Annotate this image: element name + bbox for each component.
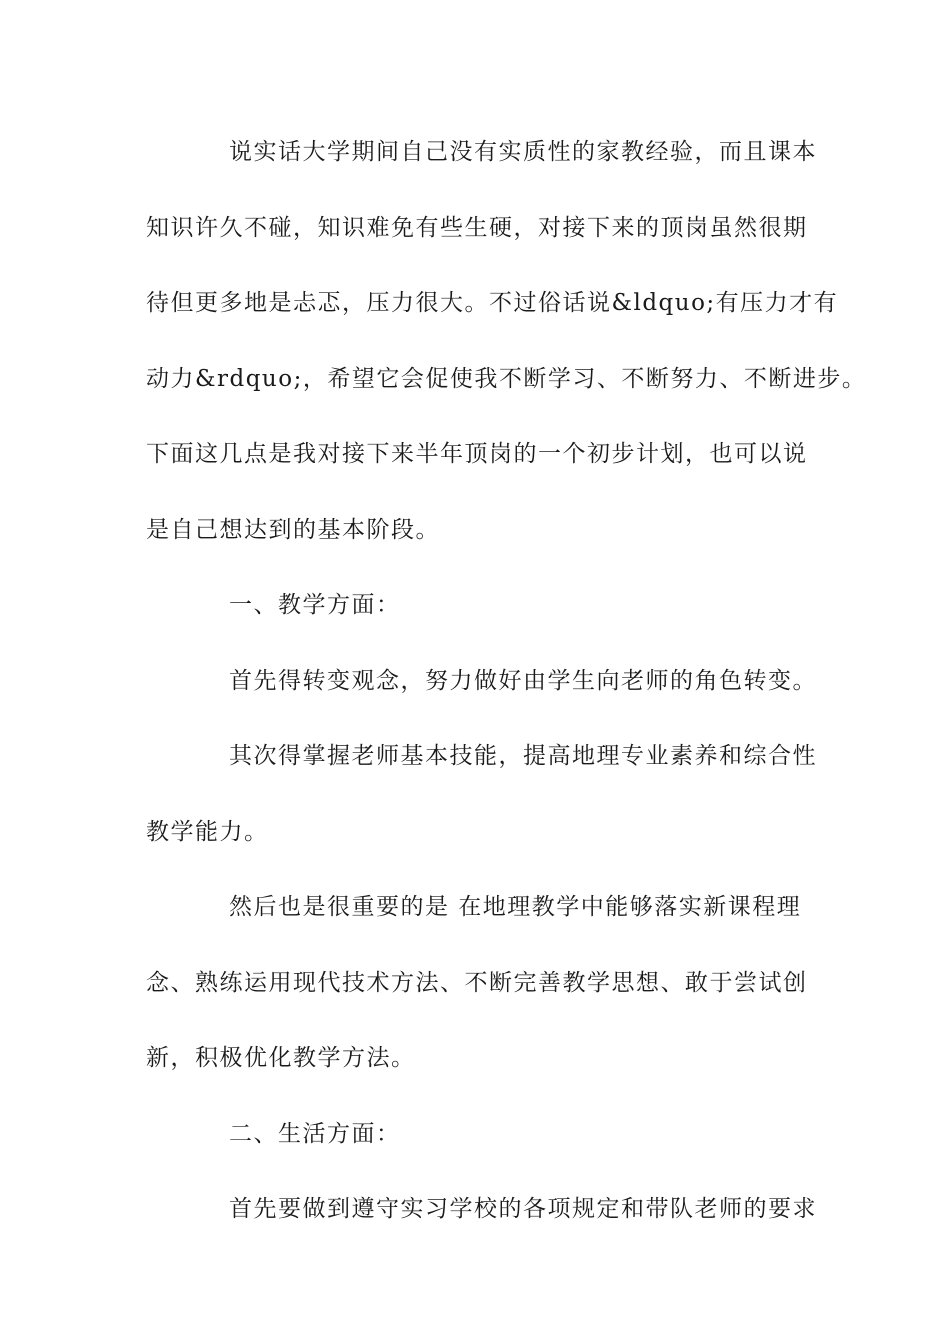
text-line: 新，积极优化教学方法。 xyxy=(146,1045,416,1071)
text-line: 首先得转变观念，努力做好由学生向老师的角色转变。 xyxy=(229,667,817,694)
document-body xyxy=(146,115,867,1248)
text-line: 首先要做到遵守实习学校的各项规定和带队老师的要求 xyxy=(229,1196,817,1222)
text-line: 待但更多地是忐忑，压力很大。不过俗话说&ldquo;有压力才有 xyxy=(146,290,839,316)
text-line: 教学能力。 xyxy=(146,818,269,845)
heading-line: 一、教学方面： xyxy=(229,592,401,618)
text-line: 下面这几点是我对接下来半年顶岗的一个初步计划，也可以说 xyxy=(146,441,808,467)
paragraph-life-first xyxy=(146,1172,817,1248)
text-line: 是自己想达到的基本阶段。 xyxy=(146,516,440,543)
text-line: 说实话大学期间自己没有实质性的家教经验，而且课本 xyxy=(229,139,817,165)
text-line: 知识许久不碰，知识难免有些生硬，对接下来的顶岗虽然很期 xyxy=(146,214,808,241)
paragraph-teaching-second xyxy=(146,719,817,870)
section-heading-teaching xyxy=(146,568,806,644)
paragraph-intro xyxy=(146,115,867,568)
text-line: 其次得掌握老师基本技能，提高地理专业素养和综合性 xyxy=(229,743,817,769)
paragraph-teaching-first xyxy=(146,644,817,720)
text-line: 然后也是很重要的是 在地理教学中能够落实新课程理 xyxy=(229,894,802,920)
section-heading-life xyxy=(146,1097,806,1173)
heading-line: 二、生活方面： xyxy=(229,1120,401,1147)
text-line: 动力&rdquo;，希望它会促使我不断学习、不断努力、不断进步。 xyxy=(146,365,867,392)
paragraph-teaching-third xyxy=(146,870,806,1097)
text-line: 念、熟练运用现代技术方法、不断完善教学思想、敢于尝试创 xyxy=(146,969,808,996)
